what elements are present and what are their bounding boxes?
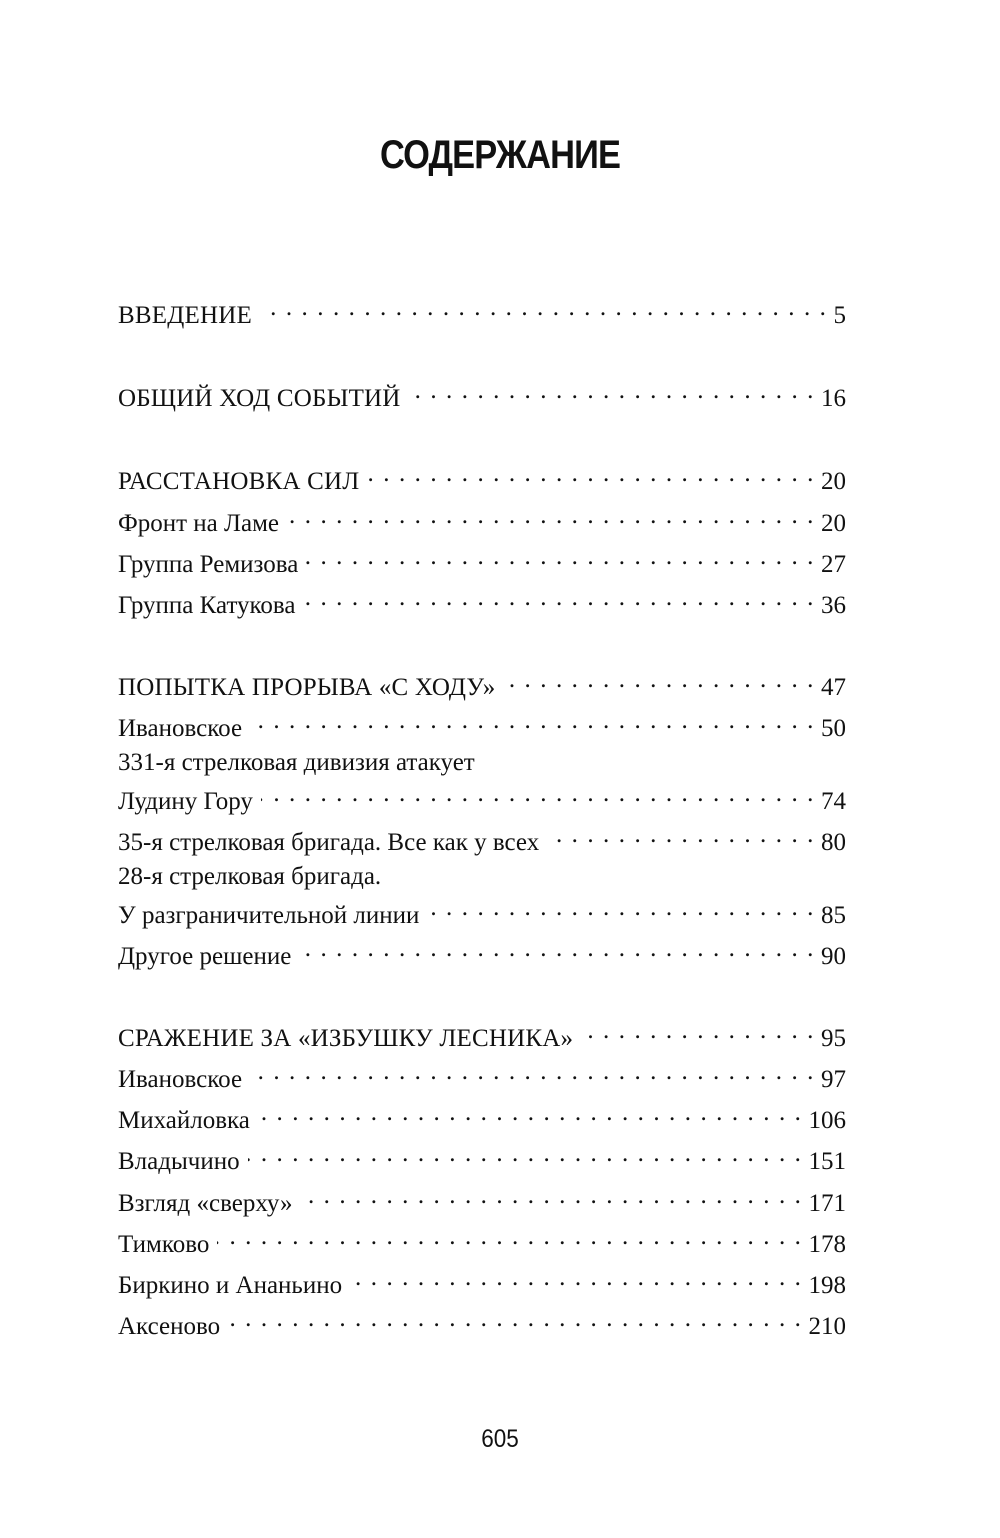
toc-entry-title: РАССТАНОВКА СИЛ <box>118 468 360 495</box>
toc-entry-title: Лудину Гору <box>118 788 253 815</box>
toc-entry-title: Взгляд «сверху» <box>118 1190 293 1217</box>
toc-entry-title-line1: 28-я стрелковая бригада. <box>118 863 382 890</box>
toc-entry-page: 90 <box>821 943 846 970</box>
toc-entry-forester-hut-battle[interactable] <box>118 1015 846 1054</box>
dot-leader <box>250 705 815 736</box>
toc-entry-title: Группа Ремизова <box>118 551 299 578</box>
dot-leader <box>301 1180 803 1211</box>
toc-entry-title: Михайловка <box>118 1107 250 1134</box>
toc-entry-page: 106 <box>808 1107 846 1134</box>
toc-entry-page: 80 <box>821 829 846 856</box>
dot-leader <box>261 778 815 809</box>
toc-entry-page: 27 <box>821 551 846 578</box>
toc-entry-page: 97 <box>821 1066 846 1093</box>
dot-leader <box>350 1262 802 1293</box>
toc-entry-title: У разграничительной линии <box>118 902 420 929</box>
toc-entry-title: Группа Катукова <box>118 592 296 619</box>
toc-entry-title: Фронт на Ламе <box>118 510 279 537</box>
toc-entry-general-course[interactable] <box>118 375 846 414</box>
toc-entry-page: 36 <box>821 592 846 619</box>
dot-leader <box>250 1056 815 1087</box>
dot-leader <box>547 819 815 850</box>
dot-leader <box>503 664 815 695</box>
toc-entry-title: Владычино <box>118 1148 240 1175</box>
dot-leader <box>427 892 815 923</box>
toc-entry-page: 20 <box>821 468 846 495</box>
page-title: СОДЕРЖАНИЕ <box>379 133 621 177</box>
toc-entry-page: 151 <box>808 1148 846 1175</box>
toc-entry-birkino-ananyino[interactable] <box>118 1262 846 1301</box>
dot-leader <box>581 1015 815 1046</box>
toc-entry-28-brigade[interactable] <box>118 861 846 931</box>
dot-leader <box>287 500 815 531</box>
toc-entry-remizov-group[interactable] <box>118 541 846 580</box>
toc-entry-forces[interactable] <box>118 458 846 497</box>
dot-leader <box>304 582 816 613</box>
toc-entry-aksenovo[interactable] <box>118 1303 846 1342</box>
toc-entry-ivanovskoe-2[interactable] <box>118 1056 846 1095</box>
toc-entry-title: ПОПЫТКА ПРОРЫВА «С ХОДУ» <box>118 674 496 701</box>
dot-leader <box>409 375 815 406</box>
toc-entry-title: Биркино и Ананьино <box>118 1272 343 1299</box>
toc-entry-view-from-above[interactable] <box>118 1180 846 1219</box>
dot-leader <box>248 1138 803 1169</box>
toc-entry-title: Аксеново <box>118 1313 221 1340</box>
toc-entry-title: Другое решение <box>118 943 292 970</box>
toc-entry-timkovo[interactable] <box>118 1221 846 1260</box>
toc-entry-ivanovskoe[interactable] <box>118 705 846 744</box>
toc-entry-page: 50 <box>821 715 846 742</box>
toc-entry-lama-front[interactable] <box>118 500 846 539</box>
toc-entry-page: 178 <box>808 1231 846 1258</box>
toc-entry-introduction[interactable] <box>118 292 846 331</box>
toc-entry-other-decision[interactable] <box>118 933 846 972</box>
dot-leader <box>260 292 828 323</box>
dot-leader <box>228 1303 802 1334</box>
toc-entry-vladychino[interactable] <box>118 1138 846 1177</box>
toc-entry-title: Тимково <box>118 1231 210 1258</box>
toc-entry-mikhailovka[interactable] <box>118 1097 846 1136</box>
dot-leader <box>217 1221 802 1252</box>
dot-leader <box>299 933 815 964</box>
toc-entry-page: 85 <box>821 902 846 929</box>
dot-leader <box>367 458 815 489</box>
toc-entry-title: 35-я стрелковая бригада. Все как у всех <box>118 829 540 856</box>
toc-entry-35-brigade[interactable] <box>118 819 846 858</box>
toc-entry-page: 47 <box>821 674 846 701</box>
toc-entry-page: 16 <box>821 385 846 412</box>
toc-entry-title: ОБЩИЙ ХОД СОБЫТИЙ <box>118 385 401 412</box>
toc-entry-title: СРАЖЕНИЕ ЗА «ИЗБУШКУ ЛЕСНИКА» <box>118 1025 574 1052</box>
toc-entry-page: 171 <box>808 1190 846 1217</box>
dot-leader <box>306 541 815 572</box>
toc-entry-title: Ивановское <box>118 715 243 742</box>
page-number: 605 <box>481 1425 519 1453</box>
toc-entry-katukov-group[interactable] <box>118 582 846 621</box>
toc-entry-331-division[interactable] <box>118 747 846 817</box>
toc-entry-title-line1: 331-я стрелковая дивизия атакует <box>118 749 475 776</box>
dot-leader <box>258 1097 803 1128</box>
toc-entry-page: 95 <box>821 1025 846 1052</box>
toc-entry-page: 74 <box>821 788 846 815</box>
toc-entry-title: Ивановское <box>118 1066 243 1093</box>
toc-entry-breakthrough-attempt[interactable] <box>118 664 846 703</box>
toc-entry-page: 20 <box>821 510 846 537</box>
toc-entry-page: 5 <box>833 302 846 329</box>
toc-entry-title: ВВЕДЕНИЕ <box>118 302 252 329</box>
toc-entry-page: 210 <box>808 1313 846 1340</box>
toc-entry-page: 198 <box>808 1272 846 1299</box>
